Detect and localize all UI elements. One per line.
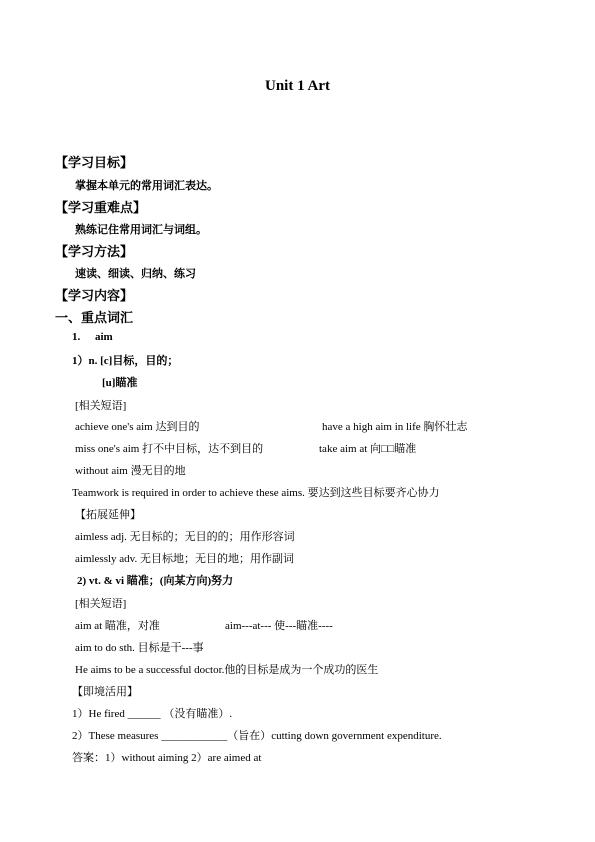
content-heading: 【学习内容】 [55,288,134,303]
phrase-1: achieve one's aim 达到目的 [75,421,200,433]
extend-label: 【拓展延伸】 [75,509,141,521]
sense-1: 1）n. [c]目标，目的； [72,355,179,367]
phrases-label: [相关短语] [75,400,127,412]
phrase-6: aim at 瞄准，对准 [75,620,160,632]
key-text: 熟练记住常用词汇与词组。 [75,224,207,236]
document-title: Unit 1 Art [265,78,330,94]
question-2: 2）These measures ____________（旨在）cutting down government expenditure. [72,730,442,742]
sense-1b: [u]瞄准 [102,377,138,389]
method-heading: 【学习方法】 [55,244,134,259]
answer: 答案：1）without aiming 2）are aimed at [72,752,262,764]
extend-1: aimless adj. 无目标的；无目的的；用作形容词 [75,531,295,543]
example-1: Teamwork is required in order to achieve these aims. 要达到这些目标要齐心协力 [72,487,440,499]
phrase-3: miss one's aim 打不中目标，达不到目的 [75,443,264,455]
phrase-4: take aim at 向□□瞄准 [319,443,417,455]
phrase-7: aim---at--- 使---瞄准---- [225,620,333,632]
method-text: 速读、细读、归纳、练习 [75,268,196,280]
question-1: 1）He fired ______ （没有瞄准）. [72,708,233,720]
goal-text: 掌握本单元的常用词汇表达。 [75,180,218,192]
item-word: aim [95,331,113,343]
part1-heading: 一、重点词汇 [55,310,134,325]
item-number: 1. [72,331,81,343]
phrase-8: aim to do sth. 目标是干---事 [75,642,204,654]
sense-2: 2) vt. & vi 瞄准；(向某方向)努力 [77,575,234,587]
phrase-2: have a high aim in life 胸怀壮志 [322,421,468,433]
phrase-5: without aim 漫无目的地 [75,465,186,477]
extend-2: aimlessly adv. 无目标地；无目的地；用作副词 [75,553,294,565]
key-heading: 【学习重难点】 [55,200,147,215]
example-2: He aims to be a successful doctor.他的目标是成为一个成功的医生 [75,664,379,676]
phrases-label-2: [相关短语] [75,598,127,610]
goal-heading: 【学习目标】 [55,155,134,170]
practice-label: 【即境活用】 [72,686,138,698]
